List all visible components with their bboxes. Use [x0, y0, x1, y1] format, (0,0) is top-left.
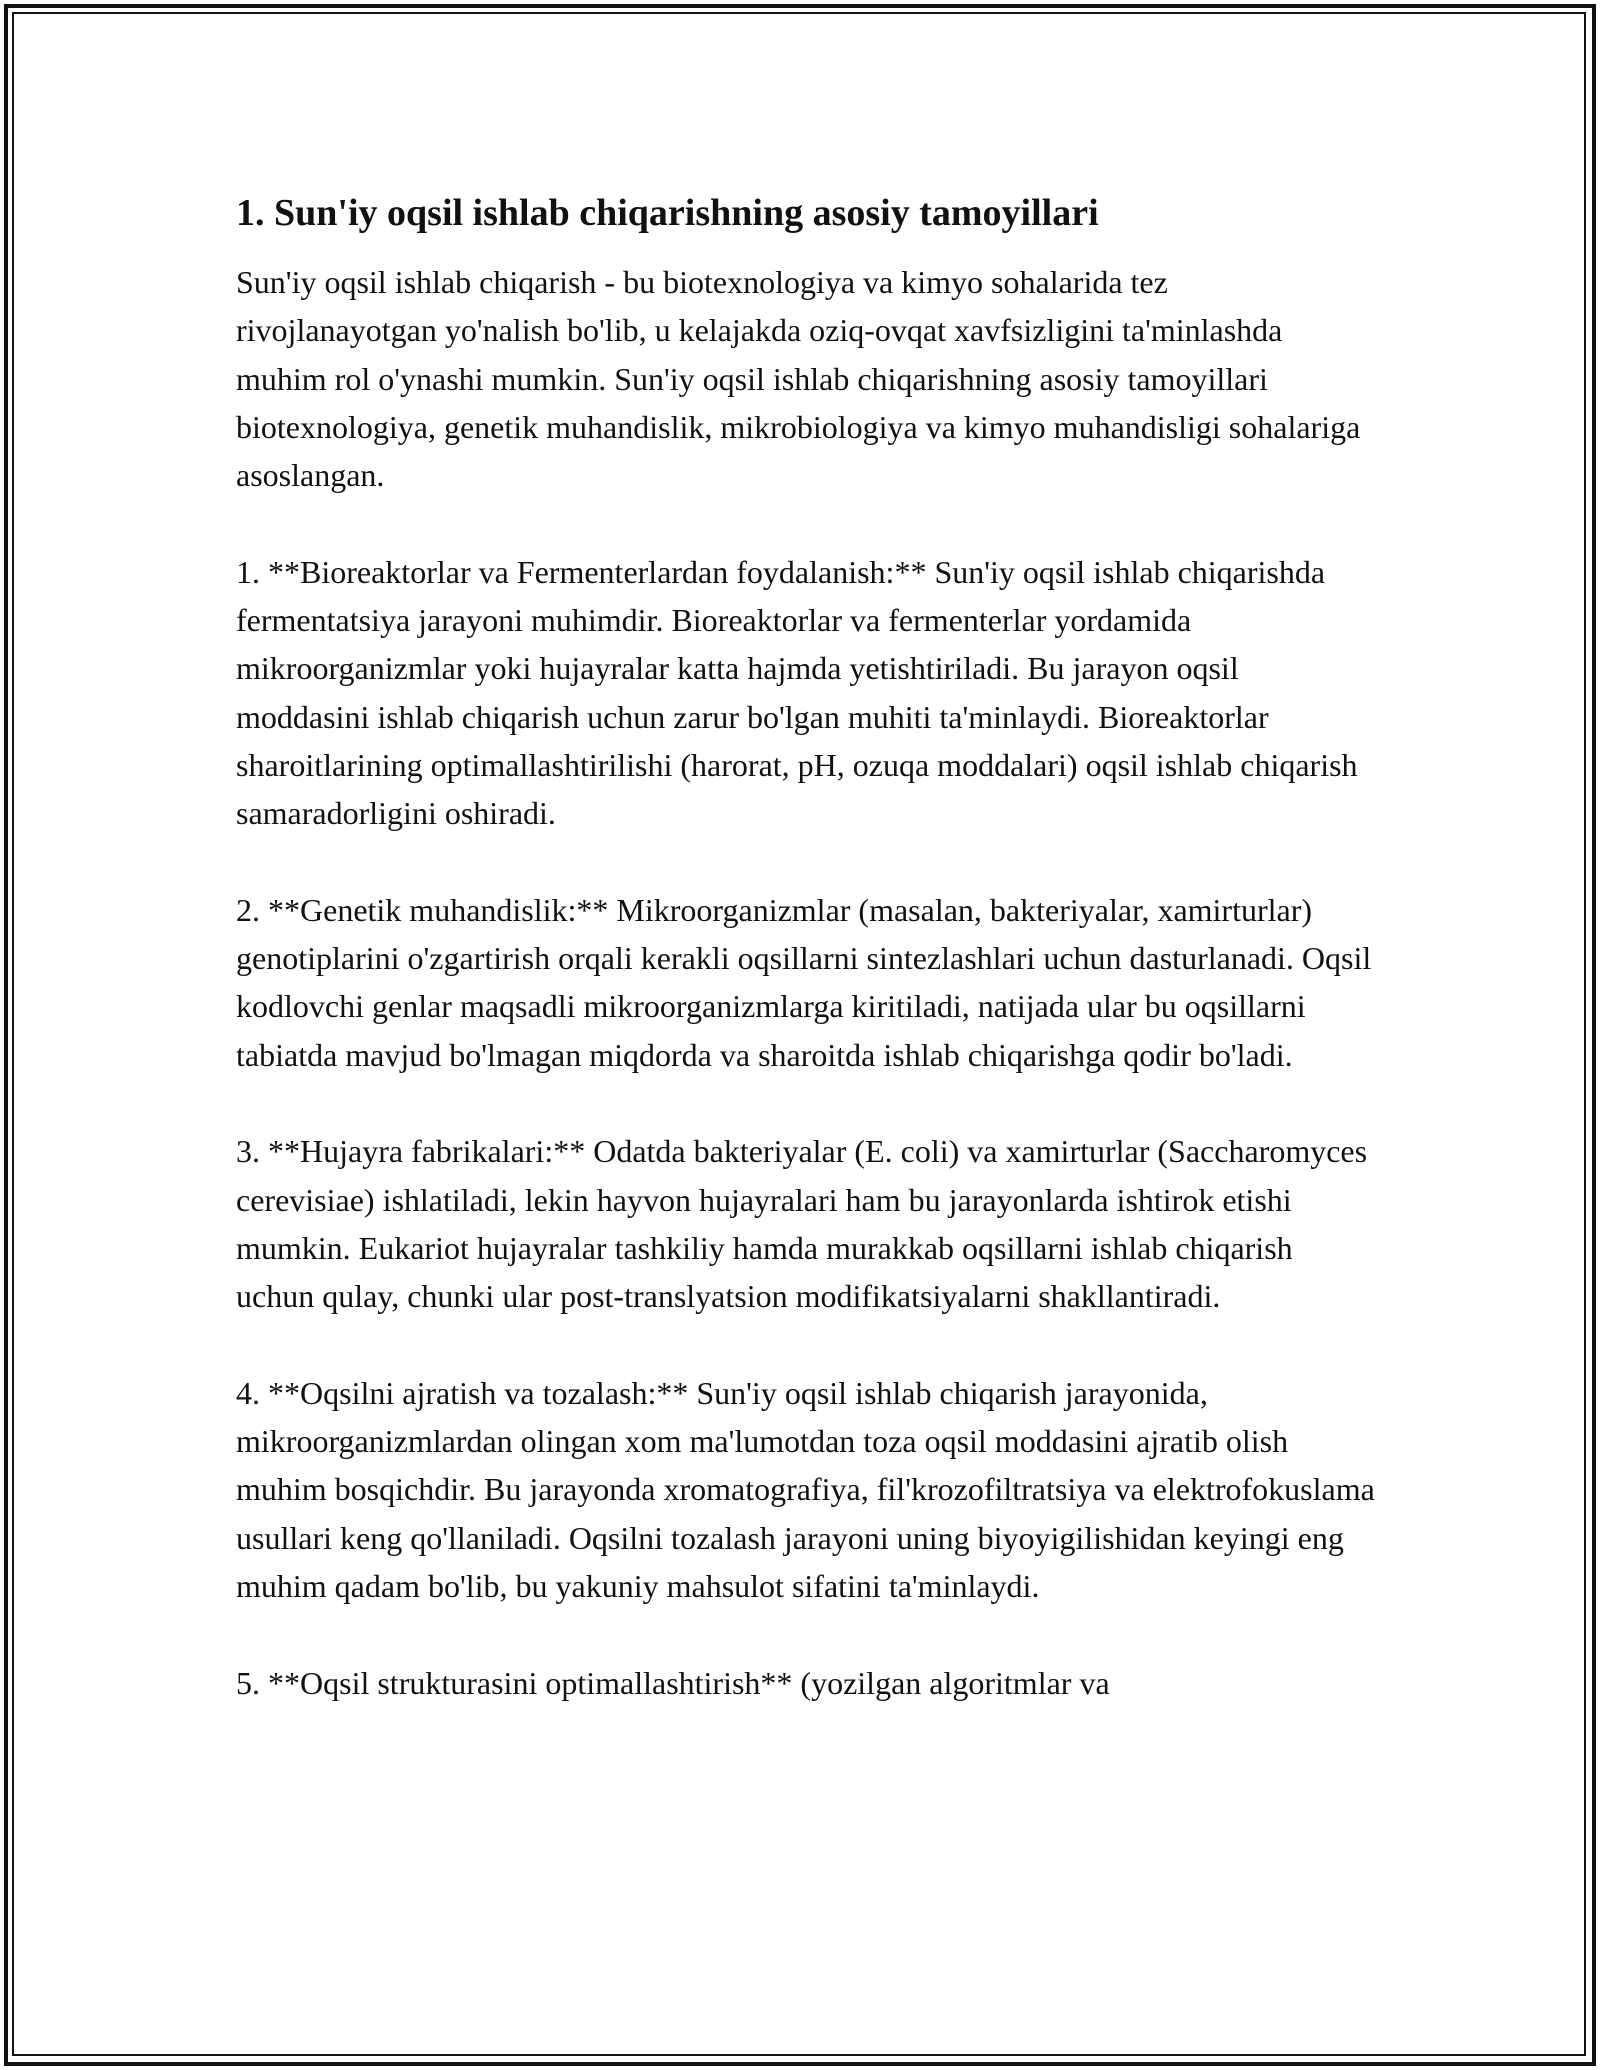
paragraph-protein-purification: 4. **Oqsilni ajratish va tozalash:** Sun'iy oqsil ishlab chiqarish jarayonida, mikroorganizmlardan olingan xom ma'lumotdan toza oqsil moddasini ajratib olish muhim bosqichdir. Bu jarayonda xromatografiya, fil'krozofiltratsiya va elektrofokuslama usullari keng qo'llaniladi. Oqsilni tozalash jarayoni uning biyoyigilishidan keyingi eng muhim qadam bo'lib, bu yakuniy mahsulot sifatini ta'minlaydi.	[236, 1374, 1375, 1605]
paragraph-genetic-engineering: 2. **Genetik muhandislik:** Mikroorganizmlar (masalan, bakteriyalar, xamirturlar) genotiplarini o'zgartirish orqali kerakli oqsillarni sintezlashlari uchun dasturlanadi. Oqsil kodlovchi genlar maqsadli mikroorganizmlarga kiritiladi, natijada ular bu oqsillarni tabiatda mavjud bo'lmagan miqdorda va sharoitda ishlab chiqarishga qodir bo'ladi.	[236, 891, 1372, 1073]
paragraph-bioreactors: 1. **Bioreaktorlar va Fermenterlardan foydalanish:** Sun'iy oqsil ishlab chiqarishda fermentatsiya jarayoni muhimdir. Bioreaktorlar va fermenterlar yordamida mikroorganizmlar yoki hujayralar katta hajmda yetishtiriladi. Bu jarayon oqsil moddasini ishlab chiqarish uchun zarur bo'lgan muhiti ta'minlaydi. Bioreaktorlar sharoitlarining optimallashtirilishi (harorat, pH, ozuqa moddalari) oqsil ishlab chiqarish samaradorligini oshiradi.	[236, 553, 1358, 832]
paragraph-cell-factories: 3. **Hujayra fabrikalari:** Odatda bakteriyalar (E. coli) va xamirturlar (Saccharomyces cerevisiae) ishlatiladi, lekin hayvon hujayralari ham bu jarayonlarda ishtirok etishi mumkin. Eukariot hujayralar tashkiliy hamda murakkab oqsillarni ishlab chiqarish uchun qulay, chunki ular post-translyatsion modifikatsiyalarni shakllantiradi.	[236, 1133, 1368, 1315]
intro-paragraph: Sun'iy oqsil ishlab chiqarish - bu biotexnologiya va kimyo sohalarida tez rivojlanayotgan yo'nalish bo'lib, u kelajakda oziq-ovqat xavfsizligini ta'minlashda muhim rol o'ynashi mumkin. Sun'iy oqsil ishlab chiqarishning asosiy tamoyillari biotexnologiya, genetik muhandislik, mikrobiologiya va kimyo muhandisligi sohalariga asoslangan.	[236, 264, 1361, 494]
paragraph-structure-optimization: 5. **Oqsil strukturasini optimallashtirish** (yozilgan algoritmlar va	[236, 1664, 1110, 1701]
document-title: 1. Sun'iy oqsil ishlab chiqarishning asosiy tamoyillari	[236, 192, 1099, 234]
document-body	[236, 186, 1376, 1755]
